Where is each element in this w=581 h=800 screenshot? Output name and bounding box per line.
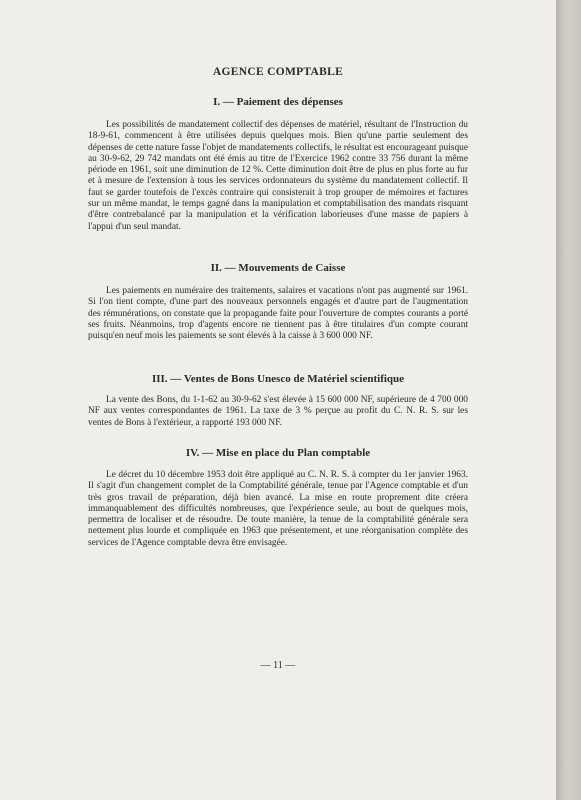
section-paragraph-2: Les paiements en numéraire des traitements, salaires et vacations n'ont pas augmenté sur 1961. Si l'on tient compte, d'une part des nouveaux personnels engagés et d'autre part de l'augmentation des rémunérations, on constate que la propagande faite pour l'ouverture de comptes courants a porté ses fruits. Néanmoins, trop d'agents encore ne tiennent pas à être titulaires d'un compte courant puisqu'en neuf mois les paiements se sont élevés à la caisse à 3 600 000 NF. <box>88 286 468 342</box>
section-heading-3: III. — Ventes de Bons Unesco de Matériel scientifique <box>151 373 405 385</box>
section-paragraph-1: Les possibilités de mandatement collectif des dépenses de matériel, résultant de l'Instruction du 18-9-61, commencent à être utilisées depuis quelques mois. Bien qu'une partie seulement des dépenses de cette nature fasse l'objet de mandatements collectifs, le résultat est encourageant puisque au 30-9-62, 29 742 mandats ont été émis au titre de l'Exercice 1962 contre 33 756 durant la même période en 1961, soit une diminution de 12 %. Cette diminution doit être de plus en plus forte au fur et à mesure de l'extension à tous les services ordonnateurs du système du mandatement collectif. Il faut se garder toutefois de l'excès contraire qui consisterait à trop grouper de mémoires et factures sur un même mandat, le temps gagné dans la manipulation et comptabilisation des mandats risquant d'être contrebalancé par la manipulation et la vérification laborieuses d'une masse de papiers à l'appui d'un seul mandat. <box>88 120 468 232</box>
paper-edge <box>556 0 581 800</box>
section-heading-1: I. — Paiement des dépenses <box>213 96 343 108</box>
section-heading-4: IV. — Mise en place du Plan comptable <box>185 447 371 459</box>
section-paragraph-4: Le décret du 10 décembre 1953 doit être appliqué au C. N. R. S. à compter du 1er janvier 1963. Il s'agit d'un changement complet de la Comptabilité générale, tenue par l'Agence comptable et d'un très gros travail de préparation, déjà bien avancé. La mise en route proprement dite créera immanquablement des difficultés nombreuses, que l'expérience seule, au bout de quelques mois, permettra de localiser et de résoudre. De toute manière, la tenue de la comptabilité générale sera nettement plus lourde et compliquée en 1963 que présentement, et une réorganisation complète des services de l'Agence comptable devra être envisagée. <box>88 470 468 548</box>
page-title: AGENCE COMPTABLE <box>212 66 344 78</box>
page-number: — 11 — <box>260 660 296 671</box>
section-paragraph-3: La vente des Bons, du 1-1-62 au 30-9-62 s'est élevée à 15 600 000 NF, supérieure de 4 700 000 NF aux ventes correspondantes de 1961. La taxe de 3 % perçue au profit du C. N. R. S. sur les ventes de Bons à l'extérieur, a rapporté 193 000 NF. <box>88 395 468 428</box>
section-heading-2: II. — Mouvements de Caisse <box>210 262 346 274</box>
